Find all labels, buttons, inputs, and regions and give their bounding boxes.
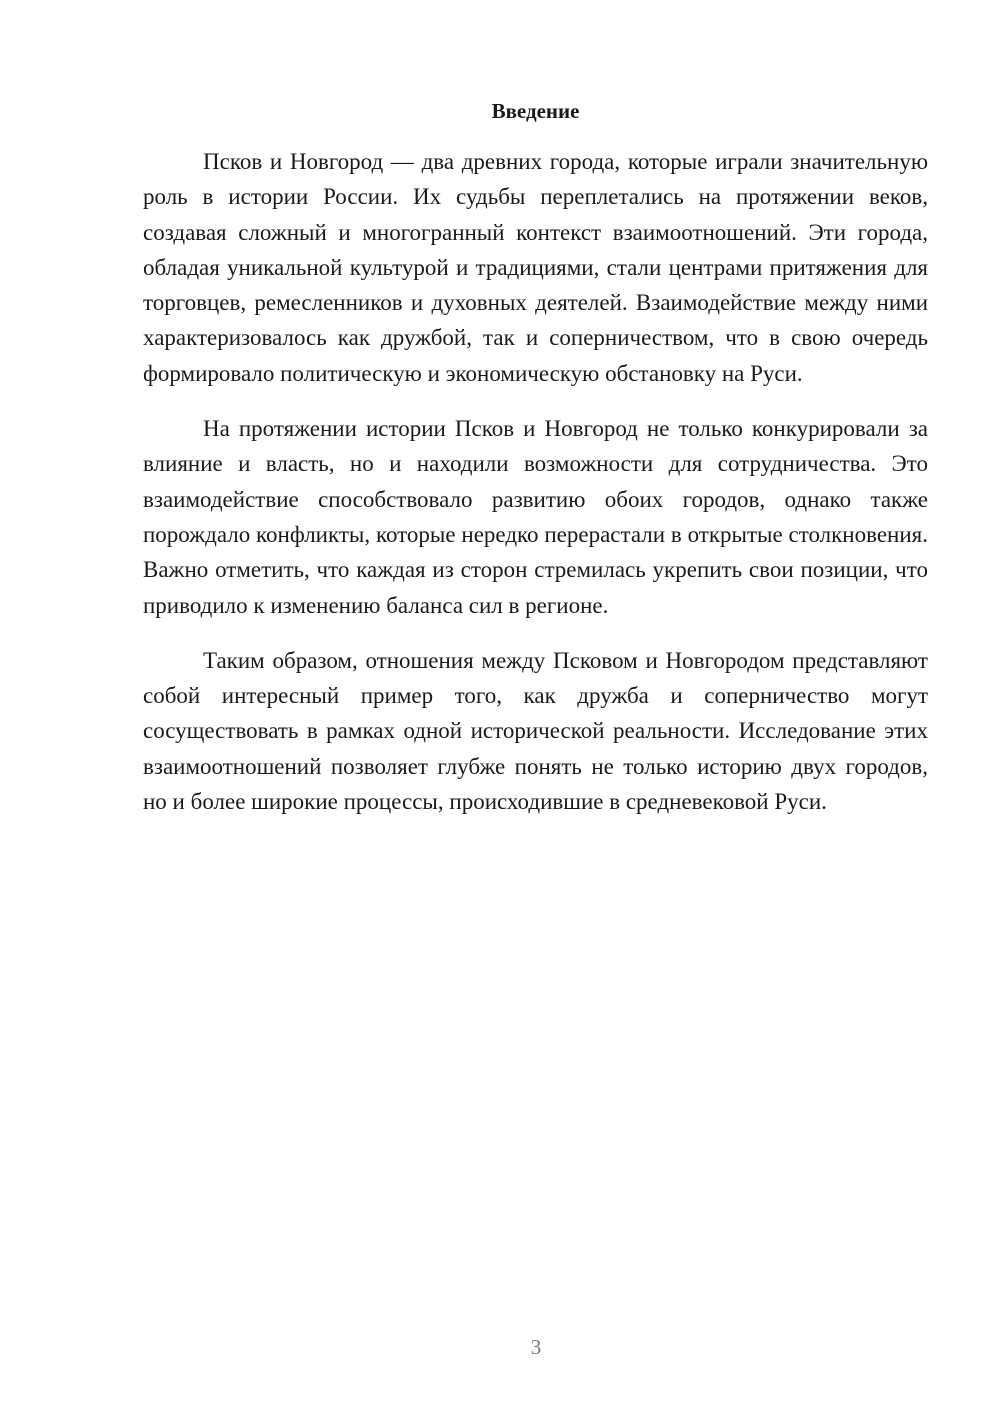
body-text: [143, 144, 928, 839]
page-number: 3: [530, 1335, 542, 1359]
paragraph-3: Таким образом, отношения между Псковом и Новгородом представляют собой интересный пример того, как дружба и соперничество могут сосуществовать в рамках одной исторической реальности. Исследование этих взаимоотношений позволяет глубже понять не только историю двух городов, но и более широкие процессы, происходившие в средневековой Руси.: [143, 647, 928, 815]
paragraph-1: Псков и Новгород — два древних города, которые играли значительную роль в истории России. Их судьбы переплетались на протяжении веков, создавая сложный и многогранный контекст взаимоотношений. Эти города, обладая уникальной культурой и традициями, стали центрами притяжения для торговцев, ремесленников и духовных деятелей. Взаимодействие между ними характеризовалось как дружбой, так и соперничеством, что в свою очередь формировало политическую и экономическую обстановку на Руси.: [143, 149, 928, 386]
paragraph-2: На протяжении истории Псков и Новгород не только конкурировали за влияние и власть, но и находили возможности для сотрудничества. Это взаимодействие способствовало развитию обоих городов, однако также порождало конфликты, которые нередко перерастали в открытые столкновения. Важно отметить, что каждая из сторон стремилась укрепить свои позиции, что приводило к изменению баланса сил в регионе.: [143, 416, 928, 618]
section-title: Введение: [491, 99, 580, 123]
